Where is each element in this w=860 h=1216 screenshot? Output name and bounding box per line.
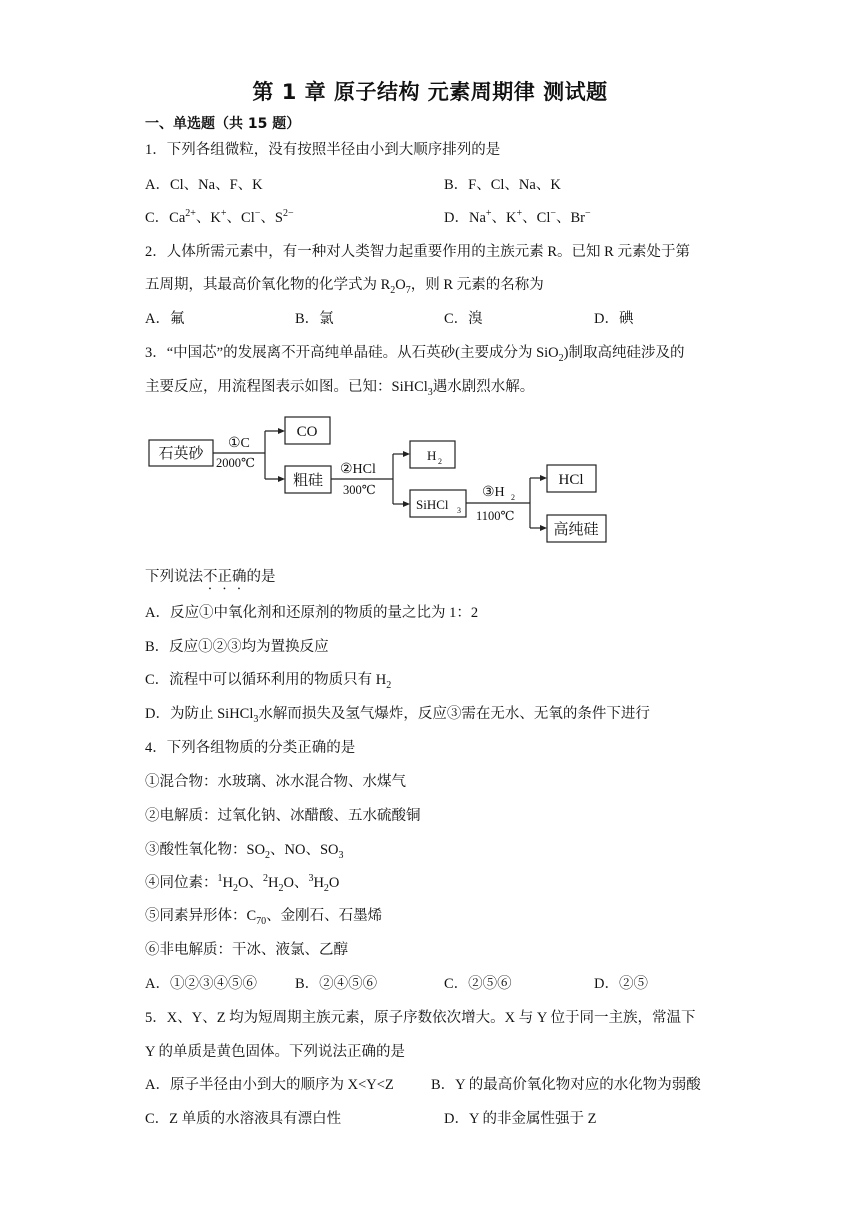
q4-option-c: C．②⑤⑥ <box>444 976 512 992</box>
q5-stem-line2: Y 的单质是黄色固体。下列说法正确的是 <box>145 1044 406 1060</box>
box-crude-label: 粗硅 <box>292 473 324 489</box>
q2-stem-line1: 2．人体所需元素中，有一种对人类智力起重要作用的主族元素 R。已知 R 元素处于第 <box>145 244 690 260</box>
page-title: 第 1 章 原子结构 元素周期律 测试题 <box>252 80 608 104</box>
q5-option-c: C．Z 单质的水溶液具有漂白性 <box>145 1111 342 1127</box>
q5-option-a: A．原子半径由小到大的顺序为 X<Y<Z <box>145 1077 394 1093</box>
step1-temperature: 2000℃ <box>216 456 255 470</box>
q2-option-b: B．氯 <box>295 311 334 327</box>
q4-item-4: ④同位素：$^1H_2O$、$^2H_2O$、$^3H_2O$ <box>145 873 340 894</box>
arrowhead-crude <box>278 476 285 482</box>
q1-option-a: A．Cl、Na、F、K <box>145 177 263 193</box>
q2-stem-line2: 五周期，其最高价氧化物的化学式为 $R_2O_7$，则 R 元素的名称为 <box>145 277 544 296</box>
q1-stem: 1．下列各组微粒，没有按照半径由小到大顺序排列的是 <box>145 142 501 158</box>
box-hcl-label: HCl <box>558 472 584 488</box>
box-co-label: CO <box>296 424 318 440</box>
arrowhead-co <box>278 428 285 434</box>
q4-option-b: B．②④⑤⑥ <box>295 976 378 992</box>
flow-diagram <box>145 410 625 545</box>
step1-reagent: ①C <box>228 436 250 451</box>
step2-temperature: 300℃ <box>343 483 376 497</box>
q3-stem-line1: 3．“中国芯”的发展离不开高纯单晶硅。从石英砂(主要成分为 SiO$_2$)制取高纯硅涉及的 <box>145 345 685 364</box>
q3-option-b: B．反应①②③均为置换反应 <box>145 639 329 655</box>
arrowhead-hcl <box>540 475 547 481</box>
q4-item-2: ②电解质：过氧化钠、冰醋酸、五水硫酸铜 <box>145 808 421 824</box>
q3-question: 下列说法不正确的是 <box>145 569 276 585</box>
q4-option-d: D．②⑤ <box>594 976 648 992</box>
box-h2-label: H <box>427 448 437 463</box>
q3-option-a: A．反应①中氧化剂和还原剂的物质的量之比为 1：2 <box>145 605 479 621</box>
q3-stem-line2: 主要反应，用流程图表示如图。已知：SiHCl$_3$遇水剧烈水解。 <box>145 379 535 398</box>
q5-option-b: B．Y 的最高价氧化物对应的水化物为弱酸 <box>431 1077 701 1093</box>
q3-option-d: D．为防止 SiHCl$_3$水解而损失及氢气爆炸，反应③需在无水、无氧的条件下进行 <box>145 706 650 725</box>
box-sihcl3-label: SiHCl <box>416 497 449 512</box>
arrowhead-pure <box>540 525 547 531</box>
arrowhead-sihcl3 <box>403 501 410 507</box>
q1-option-b: B．F、Cl、Na、K <box>444 177 561 193</box>
q1-option-c: C．$Ca^{2+}$、K+、Cl−、$S^{2-}$ <box>145 208 294 226</box>
box-pure-label: 高纯硅 <box>553 522 599 538</box>
q4-option-a: A．①②③④⑤⑥ <box>145 976 257 992</box>
q4-stem: 4．下列各组物质的分类正确的是 <box>145 740 356 756</box>
q4-item-6: ⑥非电解质：干冰、液氯、乙醇 <box>145 942 348 958</box>
arrowhead-h2 <box>403 451 410 457</box>
step3-subscript: 2 <box>511 493 515 502</box>
q4-item-1: ①混合物：水玻璃、冰水混合物、水煤气 <box>145 774 406 790</box>
q3-option-c: C．流程中可以循环利用的物质只有 $H_2$ <box>145 672 392 691</box>
q4-item-5: ⑤同素异形体：$C_{70}$、金刚石、石墨烯 <box>145 908 383 927</box>
q2-option-d: D．碘 <box>594 311 634 327</box>
q2-option-c: C．溴 <box>444 311 483 327</box>
step2-reagent: ②HCl <box>340 462 376 477</box>
box-h2-subscript: 2 <box>438 457 442 466</box>
q2-option-a: A．氟 <box>145 311 185 327</box>
q1-option-d: D．Na+、K+、Cl−、Br− <box>444 208 591 226</box>
section-heading: 一、单选题（共 15 题） <box>145 116 301 132</box>
q5-stem-line1: 5．X、Y、Z 均为短周期主族元素，原子序数依次增大。X 与 Y 位于同一主族，常温下 <box>145 1010 696 1026</box>
step3-temperature: 1100℃ <box>476 509 515 523</box>
q4-item-3: ③酸性氧化物：$SO_2$、NO、$SO_3$ <box>145 842 344 861</box>
box-sihcl3-subscript: 3 <box>457 506 461 515</box>
box-quartz-label: 石英砂 <box>158 446 204 462</box>
q5-option-d: D．Y 的非金属性强于 Z <box>444 1111 597 1127</box>
step3-reagent: ③H <box>482 485 505 500</box>
